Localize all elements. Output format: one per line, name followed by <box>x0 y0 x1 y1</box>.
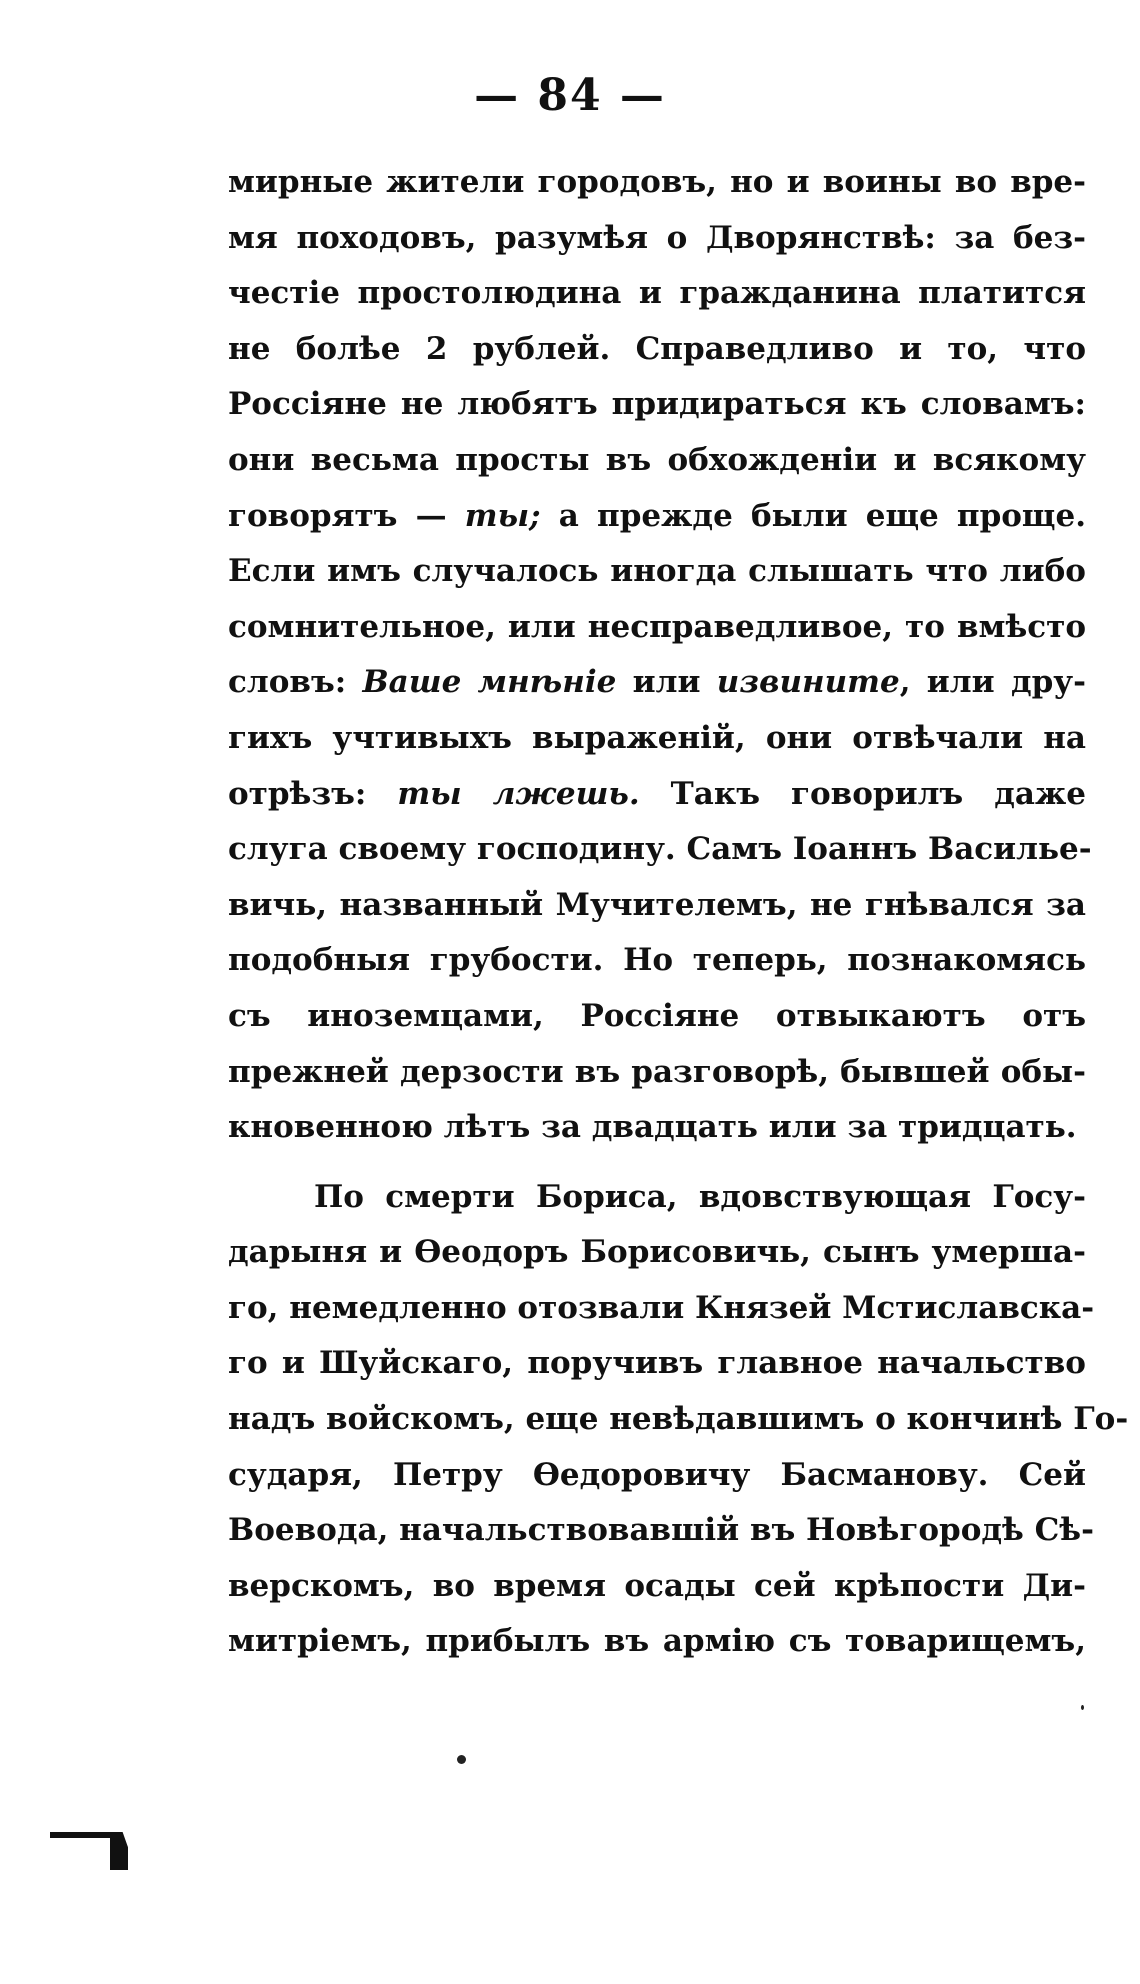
text-line: честіе простолюдина и гражданина платится <box>228 275 1086 312</box>
text-line: мирные жители городовъ, но и воины во вре- <box>228 164 1086 200</box>
text-line: дарыня и Ѳеодоръ Борисовичь, сынъ умерша- <box>228 1234 1086 1271</box>
italic-word: извините <box>716 664 900 701</box>
text-line: го и Шуйскаго, поручивъ главное начальство <box>228 1345 1086 1382</box>
text-line: По смерти Бориса, вдовствующая Госу- <box>314 1178 1086 1215</box>
text-line: слуга своему господину. Самъ Іоаннъ Василье- <box>228 831 1092 868</box>
text-line <box>228 767 1086 823</box>
text-line: подобныя грубости. Но теперь, познакомясь <box>228 942 1086 979</box>
paragraph-1 <box>228 155 1092 1156</box>
ink-speck <box>457 1755 466 1764</box>
text-line: сударя, Петру Ѳедоровичу Басманову. Сей <box>228 1456 1086 1493</box>
text-line: вичь, названный Мучителемъ, не гнѣвался за <box>228 886 1086 923</box>
text-segment: а прежде были еще проще. <box>540 497 1086 534</box>
corner-mark-icon <box>50 1832 136 1872</box>
text-line: не болѣе 2 рублей. Справедливо и то, что <box>228 330 1086 367</box>
text-line: надъ войскомъ, еще невѣдавшимъ о кончинѣ Го- <box>228 1401 1129 1438</box>
text-segment: говорятъ — <box>228 497 465 534</box>
text-line: мя походовъ, разумѣя о Дворянствѣ: за без- <box>228 219 1086 256</box>
text-line: Россіяне не любятъ придираться къ словамъ: <box>228 386 1086 423</box>
italic-phrase: Ваше мнѣніе <box>362 664 617 701</box>
italic-word: ты; <box>464 497 541 534</box>
text-segment: словъ: <box>228 664 363 701</box>
text-line: гихъ учтивыхъ выраженій, они отвѣчали на <box>228 719 1086 756</box>
text-line <box>228 655 1086 711</box>
page-number: — 84 — <box>474 70 666 121</box>
text-segment: или <box>616 664 717 701</box>
paragraph-2 <box>228 1170 1129 1670</box>
text-line: митріемъ, прибылъ въ армію съ товарищемъ, <box>228 1623 1086 1660</box>
text-line: сомнительное, или несправедливое, то вмѣсто <box>228 608 1086 645</box>
paragraph-gap <box>228 1156 1086 1170</box>
body-text <box>228 155 1129 1670</box>
italic-phrase: ты лжешь. <box>397 775 640 812</box>
ink-speck <box>1081 1705 1084 1710</box>
text-line: съ иноземцами, Россіяне отвыкаютъ отъ <box>228 997 1086 1034</box>
text-line: прежней дерзости въ разговорѣ, бывшей обы- <box>228 1053 1086 1090</box>
text-line: Если имъ случалось иногда слышать что либо <box>228 553 1086 590</box>
text-line: верскомъ, во время осады сей крѣпости Ди- <box>228 1567 1086 1604</box>
text-line: го, немедленно отозвали Князей Мстиславска- <box>228 1289 1095 1326</box>
text-line <box>228 489 1086 545</box>
text-segment: Такъ говорилъ даже <box>639 775 1086 812</box>
text-segment: , или дру- <box>899 664 1086 701</box>
text-line: кновенною лѣтъ за двадцать или за тридцать. <box>228 1109 1077 1146</box>
text-line: Воевода, начальствовавшій въ Новѣгородѣ Сѣ- <box>228 1512 1094 1549</box>
text-line: они весьма просты въ обхожденіи и всякому <box>228 441 1086 478</box>
text-segment: отрѣзъ: <box>228 775 398 812</box>
